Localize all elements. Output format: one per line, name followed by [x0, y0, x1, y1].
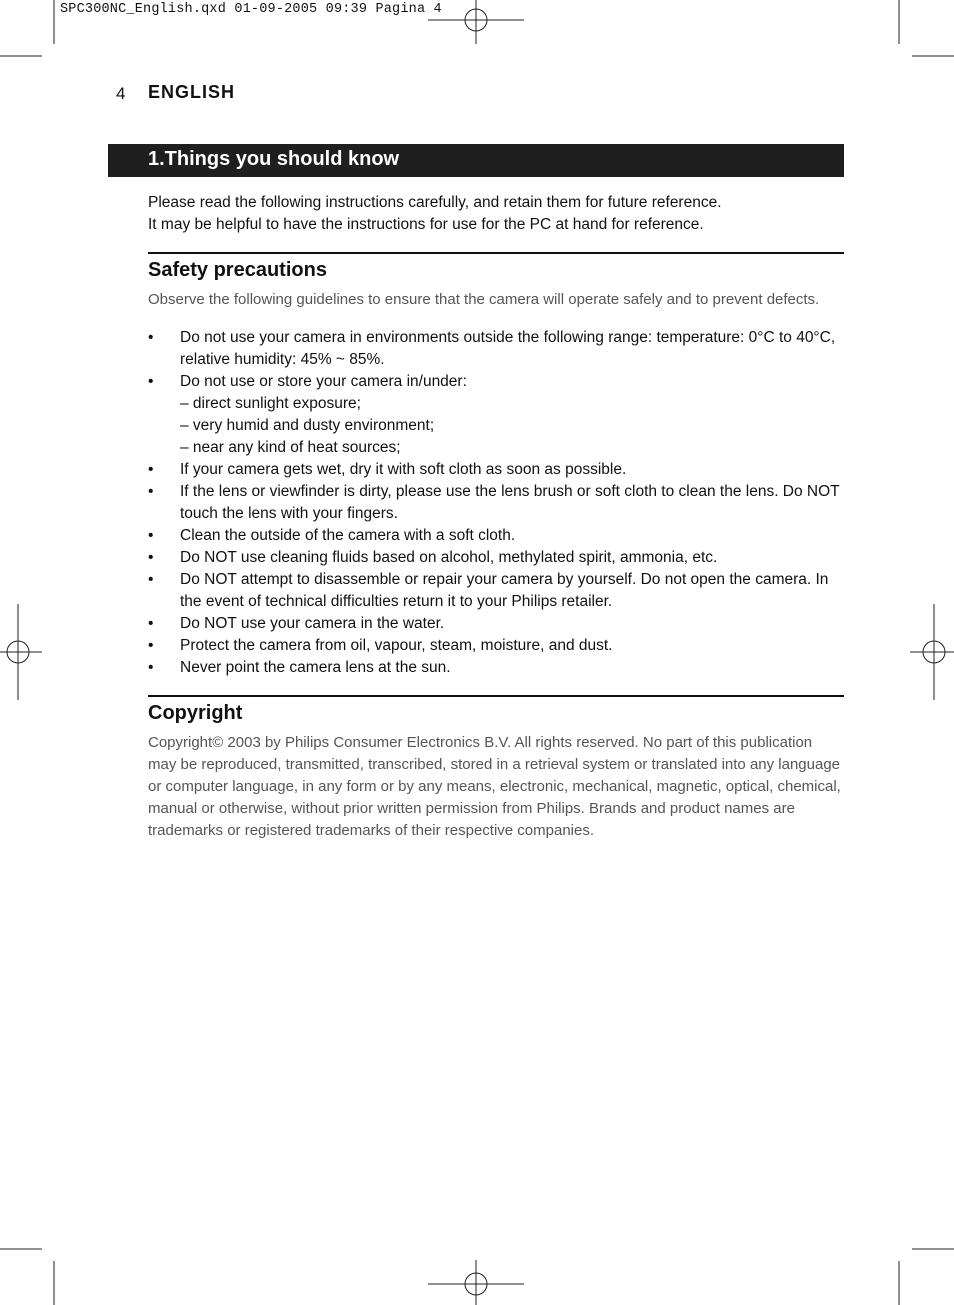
list-item: • Do not use or store your camera in/under: – direct sunlight exposure; – very humid and dusty environment; – near any kind of heat sources; — [148, 371, 844, 459]
list-item: • Never point the camera lens at the sun. — [148, 657, 844, 679]
list-item: • If the lens or viewfinder is dirty, please use the lens brush or soft cloth to clean the lens. Do NOT touch the lens with your fingers. — [148, 481, 844, 525]
sub-item: – direct sunlight exposure; — [180, 395, 361, 412]
list-item: • Do NOT attempt to disassemble or repair your camera by yourself. Do not open the camera. In the event of technical difficulties return it to your Philips retailer. — [148, 569, 844, 613]
intro-line-1: Please read the following instructions carefully, and retain them for future reference. — [148, 194, 722, 211]
copyright-heading: Copyright — [148, 702, 243, 724]
page-body — [148, 192, 844, 842]
page-number: 4 — [116, 84, 126, 103]
sub-item: – very humid and dusty environment; — [180, 417, 435, 434]
intro-paragraph — [148, 192, 844, 236]
list-item: • Do not use your camera in environments outside the following range: temperature: 0°C to 40°C, relative humidity: 45% ~ 85%. — [148, 327, 844, 371]
safety-heading: Safety precautions — [148, 259, 327, 281]
copyright-text: Copyright© 2003 by Philips Consumer Electronics B.V. All rights reserved. No part of this publication may be reproduced, transmitted, transcribed, stored in a retrieval system or translated into any language or computer language, in any form or by any means, electronic, mechanical, magnetic, optical, chemical, manual or otherwise, without prior written permission from Philips. Brands and product names are trademarks or registered trademarks of their respective companies. — [148, 734, 841, 839]
section-language: ENGLISH — [148, 82, 236, 102]
print-slug: SPC300NC_English.qxd 01-09-2005 09:39 Pagina 4 — [60, 2, 442, 17]
list-item: • Do NOT use cleaning fluids based on alcohol, methylated spirit, ammonia, etc. — [148, 547, 844, 569]
intro-line-2: It may be helpful to have the instructions for use for the PC at hand for reference. — [148, 216, 704, 233]
list-item: • Clean the outside of the camera with a soft cloth. — [148, 525, 844, 547]
safety-lead: Observe the following guidelines to ensure that the camera will operate safely and to prevent defects. — [148, 291, 820, 308]
list-item: • Protect the camera from oil, vapour, steam, moisture, and dust. — [148, 635, 844, 657]
chapter-header-bar — [108, 144, 844, 177]
list-item: • Do NOT use your camera in the water. — [148, 613, 844, 635]
section-divider — [148, 695, 844, 697]
sub-item: – near any kind of heat sources; — [180, 439, 401, 456]
section-divider — [148, 252, 844, 254]
chapter-title: 1.Things you should know — [148, 148, 400, 170]
safety-list — [148, 327, 844, 679]
list-item: • If your camera gets wet, dry it with soft cloth as soon as possible. — [148, 459, 844, 481]
